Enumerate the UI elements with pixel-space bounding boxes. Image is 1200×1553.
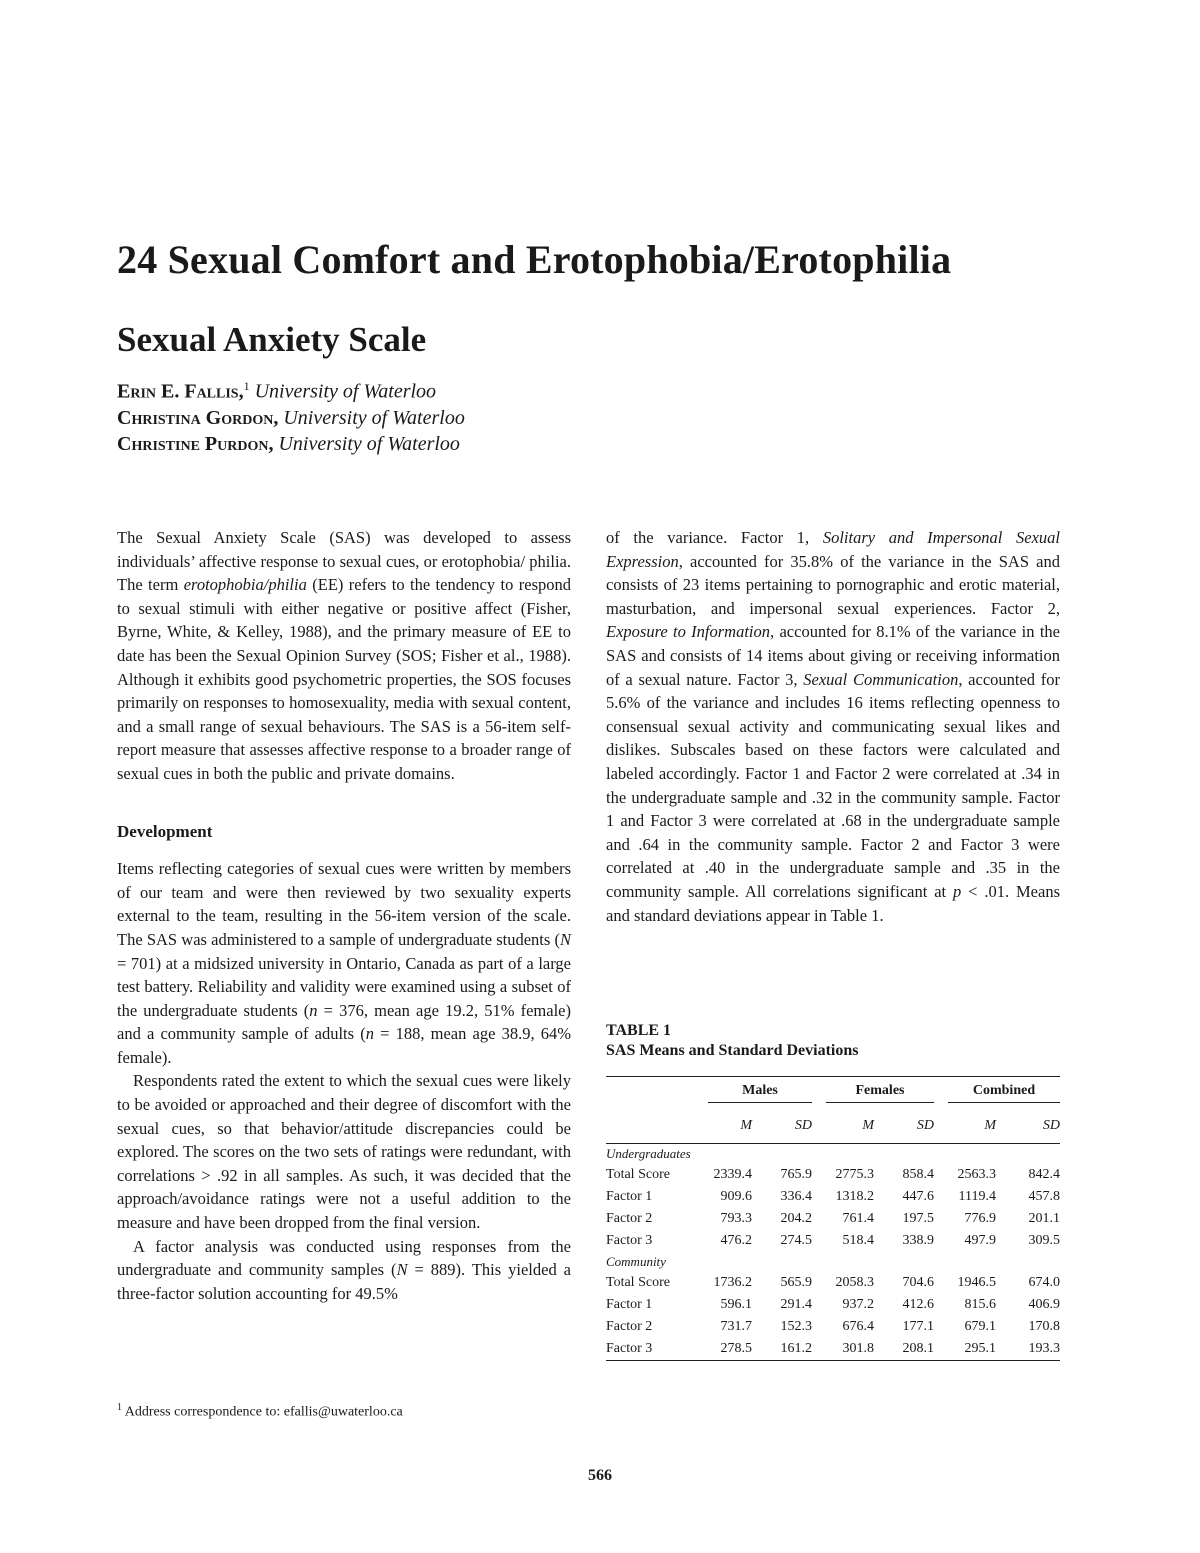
table-cell: 476.2 [720, 1233, 752, 1248]
right-column [606, 526, 1060, 927]
column-header: SD [874, 1109, 934, 1144]
text-span: = 889). This yielded a three-factor solution accounting for 49.5% [117, 1260, 571, 1303]
table-cell: 858.4 [902, 1167, 934, 1182]
table-cell: 336.4 [780, 1189, 812, 1204]
row-label: Factor 2 [606, 1319, 653, 1334]
footnote-marker: 1 [243, 379, 250, 393]
table-cell: 565.9 [780, 1275, 812, 1290]
table-cell: 204.2 [780, 1211, 812, 1226]
text-span: = 376, mean age 19.2, 51% female) and a community sample of adults ( [117, 1000, 571, 1044]
table-cell: 278.5 [720, 1341, 752, 1356]
text-span: = 701) at a midsized university in Ontario, Canada as part of a large test battery. Reliability and validity were examined using a subset of the undergraduate students ( [117, 953, 571, 1020]
table-cell: 518.4 [842, 1233, 874, 1248]
author-name: Christina Gordon, [117, 406, 279, 429]
table-cell: 1318.2 [835, 1189, 874, 1204]
table-cell: 2563.3 [957, 1167, 996, 1182]
stat-symbol: N [396, 1260, 408, 1280]
table-cell: 937.2 [842, 1297, 874, 1312]
text-span: , accounted for 35.8% of the variance in the SAS and consists of 23 items pertaining to pornographic and erotic material, masturbation, and impersonal sexual experiences. Factor 2, [606, 551, 1060, 618]
intro-paragraph [117, 526, 571, 786]
stat-symbol: n [309, 1000, 318, 1020]
factor-name: Solitary and Impersonal Sexual Expression [606, 528, 1061, 571]
table-cell: 909.6 [720, 1189, 752, 1204]
table-cell: 842.4 [1028, 1167, 1060, 1182]
factor-name: Sexual Communication [803, 669, 959, 689]
data-table [606, 1077, 1060, 1360]
row-label: Total Score [606, 1275, 670, 1290]
column-header: M [812, 1109, 874, 1144]
row-label: Factor 2 [606, 1211, 653, 1226]
table-cell: 177.1 [902, 1319, 934, 1334]
scale-title: Sexual Anxiety Scale [117, 320, 427, 359]
table-cell: 291.4 [780, 1297, 812, 1312]
table-row [606, 1230, 1060, 1252]
header-spacer [606, 1077, 698, 1109]
table-cell: 674.0 [1028, 1275, 1060, 1290]
row-label: Factor 1 [606, 1189, 653, 1204]
table-bottom-rule [606, 1360, 1060, 1361]
text-span: The Sexual Anxiety Scale (SAS) was developed to assess individuals’ affective response to sexual cues, or erotophobia/ philia. The term [117, 528, 571, 595]
table-cell: 301.8 [842, 1341, 874, 1356]
group-header [812, 1077, 934, 1109]
table-cell: 761.4 [842, 1211, 874, 1226]
factor-paragraph [606, 526, 1060, 927]
table-cell: 679.1 [964, 1319, 996, 1334]
table-cell: 152.3 [780, 1319, 812, 1334]
subheader-row [606, 1109, 1060, 1144]
table-cell: 274.5 [780, 1233, 812, 1248]
table-cell: 170.8 [1028, 1319, 1060, 1334]
author-line [117, 373, 465, 405]
table-cell: 704.6 [902, 1275, 934, 1290]
table-cell: 406.9 [1028, 1297, 1060, 1312]
author-line [117, 431, 465, 457]
table-cell: 1946.5 [957, 1275, 996, 1290]
table-cell: 815.6 [964, 1297, 996, 1312]
table-row [606, 1186, 1060, 1208]
author-affiliation: University of Waterloo [278, 432, 460, 455]
column-header: SD [752, 1109, 812, 1144]
row-label: Total Score [606, 1167, 670, 1182]
author-name: Christine Purdon, [117, 432, 274, 455]
group-label: Combined [948, 1083, 1060, 1103]
text-span: , accounted for 5.6% of the variance and includes 16 items reflecting openness to consensual sexual activity and communicating sexual likes and dislikes. Subscales based on these factors were calculated and labeled accordingly. Factor 1 and Factor 2 were correlated at .34 in the undergraduate sample and .32 in the community sample. Factor 1 and Factor 3 were correlated at .68 in the undergraduate sample and .64 in the community sample. Factor 2 and Factor 3 were correlated at .40 in the undergraduate sample and .35 in the community sample. All correlations significant at [606, 669, 1060, 901]
chapter-title: 24 Sexual Comfort and Erotophobia/Erotophilia [117, 237, 952, 282]
section-label: Undergraduates [606, 1146, 691, 1161]
table-cell: 197.5 [902, 1211, 934, 1226]
header-spacer [606, 1109, 698, 1144]
table-cell: 1736.2 [713, 1275, 752, 1290]
text-span: (EE) refers to the tendency to respond to sexual stimuli with either negative or positive affect (Fisher, Byrne, White, & Kelley, 1988), and the primary measure of EE to date has been the Sexual Opinion Survey (SOS; Fisher et al., 1988). Although it exhibits good psychometric properties, the SOS focuses primarily on responses to homosexuality, media with sexual content, and a small range of sexual behaviours. The SAS is a 56-item self-report measure that assesses affective response to a broader range of sexual cues in both the public and private domains. [117, 575, 571, 783]
row-label: Factor 3 [606, 1233, 653, 1248]
footnote [117, 1402, 403, 1421]
table-section-row [606, 1144, 1060, 1165]
text-span: of the variance. Factor 1, [606, 528, 823, 547]
table-cell: 412.6 [902, 1297, 934, 1312]
table-row [606, 1164, 1060, 1186]
table-cell: 193.3 [1028, 1341, 1060, 1356]
text-span: Items reflecting categories of sexual cues were written by members of our team and were then reviewed by two sexuality experts external to the team, resulting in the 56-item version of the scale. The SAS was administered to a sample of undergraduate students ( [117, 859, 571, 949]
table-cell: 676.4 [842, 1319, 874, 1334]
table-row [606, 1338, 1060, 1360]
factor-name: Exposure to Information [606, 622, 771, 642]
row-label: Factor 3 [606, 1341, 653, 1356]
author-line [117, 405, 465, 431]
stat-symbol: p [953, 881, 962, 901]
table-number: TABLE 1 [606, 1022, 672, 1039]
table-cell: 208.1 [902, 1341, 934, 1356]
table-cell: 295.1 [964, 1341, 996, 1356]
table-row [606, 1316, 1060, 1338]
table-cell: 793.3 [720, 1211, 752, 1226]
table-row [606, 1272, 1060, 1294]
table-cell: 161.2 [780, 1341, 812, 1356]
text-span: = 188, mean age 38.9, 64% female). [117, 1024, 571, 1067]
table-cell: 2339.4 [713, 1167, 752, 1182]
table-cell: 2775.3 [835, 1167, 874, 1182]
text-span: A factor analysis was conducted using responses from the undergraduate and community samples ( [117, 1236, 571, 1280]
table-cell: 309.5 [1028, 1233, 1060, 1248]
table-cell: 776.9 [964, 1211, 996, 1226]
author-affiliation: University of Waterloo [254, 380, 437, 403]
development-paragraph [117, 1235, 571, 1306]
table-row [606, 1208, 1060, 1230]
group-header [698, 1077, 812, 1109]
column-header: M [934, 1109, 996, 1144]
column-header: SD [996, 1109, 1060, 1144]
stat-symbol: n [365, 1024, 374, 1044]
group-label: Males [708, 1083, 812, 1103]
left-column [117, 526, 571, 1305]
row-label: Factor 1 [606, 1297, 653, 1312]
column-header: M [698, 1109, 752, 1144]
table-cell: 596.1 [720, 1297, 752, 1312]
group-header-row [606, 1077, 1060, 1109]
development-paragraph: Respondents rated the extent to which the sexual cues were likely to be avoided or approached and their degree of discomfort with the sexual cues, so that behavior/attitude discrepancies could be explored. The scores on the two sets of ratings were redundant, with correlations > .92 in all samples. As such, it was decided that the approach/avoidance ratings were not a useful addition to the measure and have been dropped from the final version. [117, 1071, 571, 1233]
table-cell: 338.9 [902, 1233, 934, 1248]
text-span: , accounted for 8.1% of the variance in the SAS and consists of 14 items about giving or receiving information of a sexual nature. Factor 3, [606, 622, 1060, 689]
section-heading-development: Development [117, 821, 213, 841]
table-section-row [606, 1252, 1060, 1272]
table-cell: 457.8 [1028, 1189, 1060, 1204]
author-list [117, 373, 465, 457]
table-body [606, 1144, 1060, 1361]
table-title: SAS Means and Standard Deviations [606, 1042, 859, 1059]
footnote-text: Address correspondence to: efallis@uwaterloo.ca [124, 1404, 403, 1420]
table-cell: 1119.4 [958, 1189, 996, 1204]
group-label: Females [826, 1083, 934, 1103]
author-name: Erin E. Fallis, [117, 380, 244, 403]
table-cell: 201.1 [1028, 1211, 1060, 1226]
table-1 [606, 1021, 1060, 1361]
page-number: 566 [588, 1467, 612, 1484]
table-cell: 731.7 [720, 1319, 752, 1334]
group-header [934, 1077, 1060, 1109]
author-affiliation: University of Waterloo [283, 406, 465, 429]
term-italic: erotophobia/philia [183, 575, 307, 595]
section-label: Community [606, 1254, 666, 1269]
table-cell: 2058.3 [835, 1275, 874, 1290]
table-cell: 765.9 [780, 1167, 812, 1182]
text-span: < .01. Means and standard deviations appear in Table 1. [606, 881, 1060, 925]
table-cell: 497.9 [964, 1233, 996, 1248]
table-row [606, 1294, 1060, 1316]
table-cell: 447.6 [902, 1189, 934, 1204]
development-paragraph [117, 857, 571, 1069]
footnote-marker: 1 [117, 1402, 122, 1413]
stat-symbol: N [559, 929, 571, 949]
